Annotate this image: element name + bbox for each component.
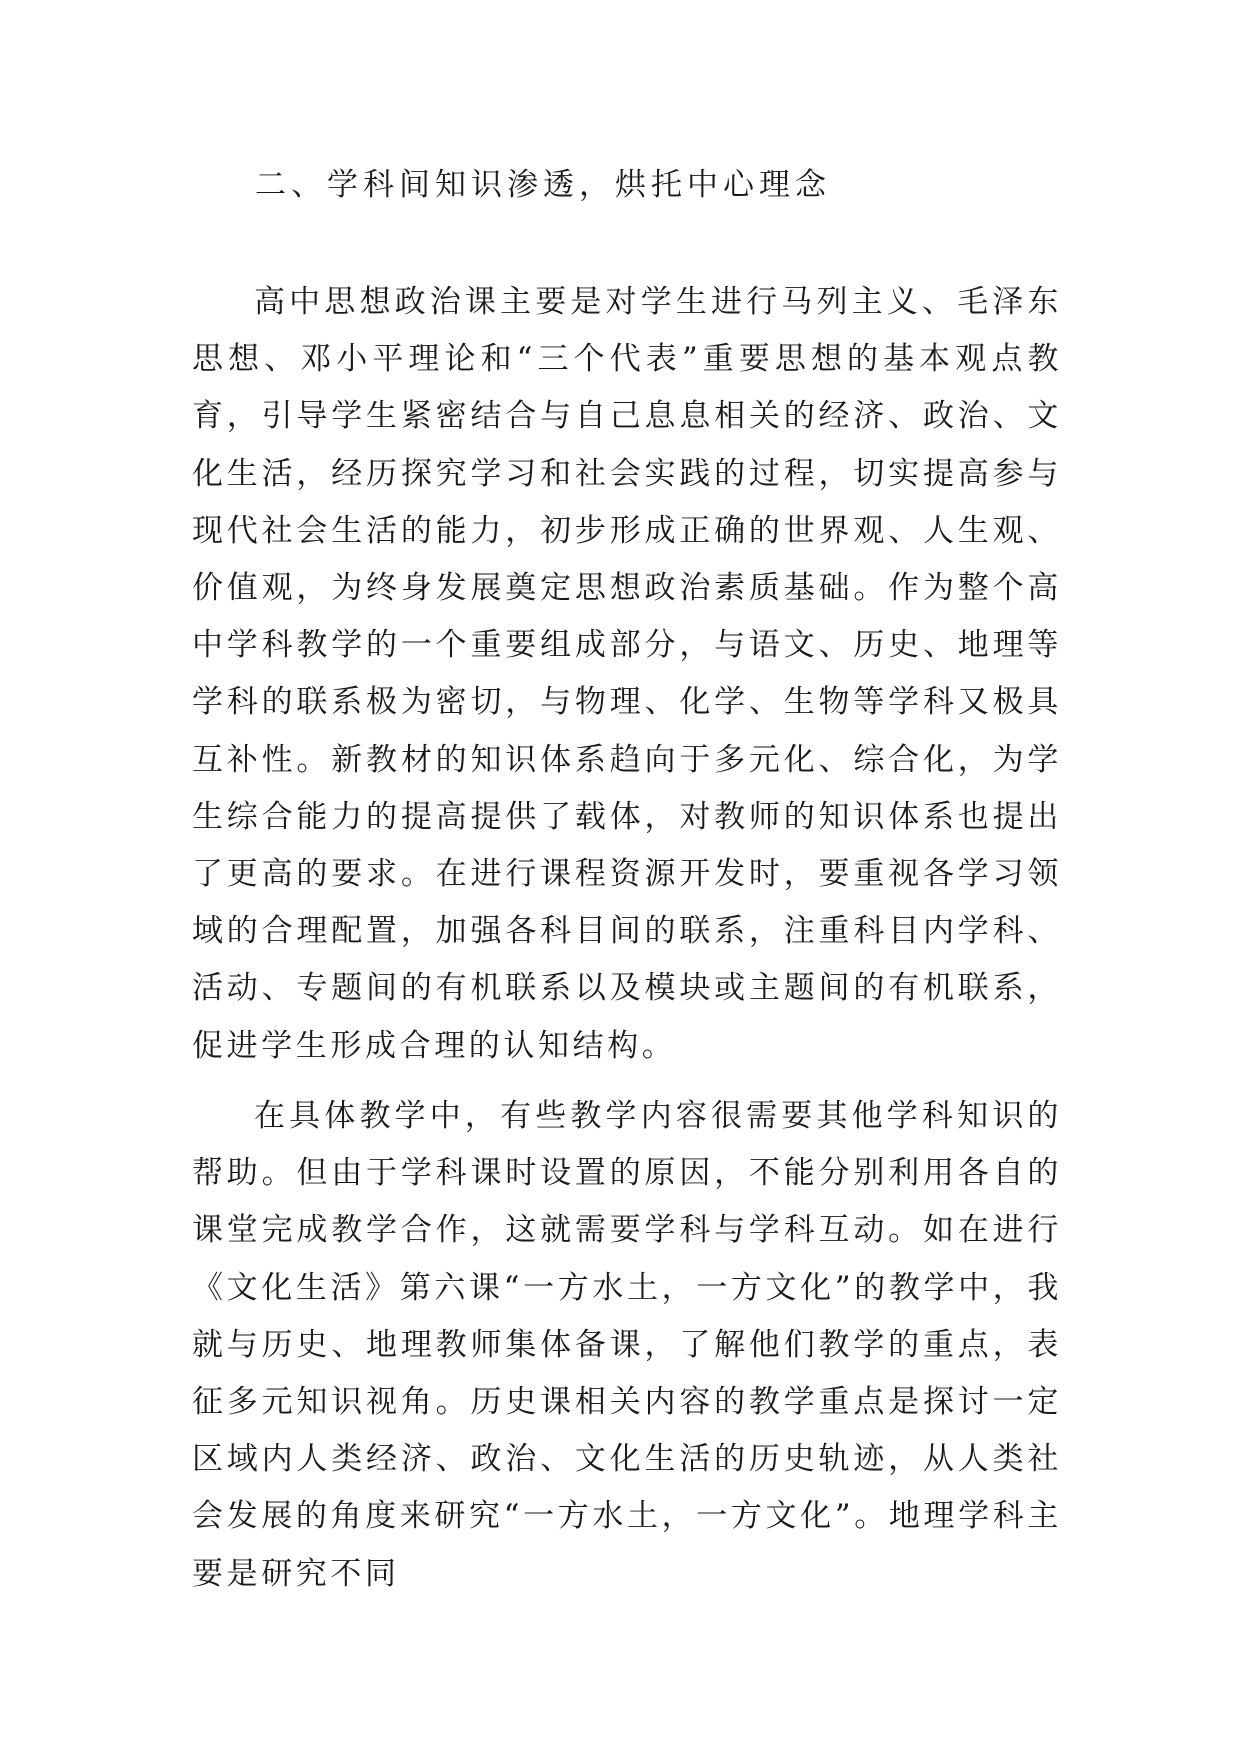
paragraph-2: 在具体教学中，有些教学内容很需要其他学科知识的帮助。但由于学科课时设置的原因，不能分别利用各自的课堂完成教学合作，这就需要学科与学科互动。如在进行《文化生活》第六课“一方水土，一方文化”的教学中，我就与历史、地理教师集体备课，了解他们教学的重点，表征多元知识视角。历史课相关内容的教学重点是探讨一定区域内人类经济、政治、文化生活的历史轨迹，从人类社会发展的角度来研究“一方水土，一方文化”。地理学科主要是研究不同 [192,1098,1062,1592]
section-heading: 二、学科间知识渗透，烘托中心理念 [255,167,831,203]
paragraph-1: 高中思想政治课主要是对学生进行马列主义、毛泽东思想、邓小平理论和“三个代表”重要思想的基本观点教育，引导学生紧密结合与自己息息相关的经济、政治、文化生活，经历探究学习和社会实践的过程，切实提高参与现代社会生活的能力，初步形成正确的世界观、人生观、价值观，为终身发展奠定思想政治素质基础。作为整个高中学科教学的一个重要组成部分，与语文、历史、地理等学科的联系极为密切，与物理、化学、生物等学科又极具互补性。新教材的知识体系趋向于多元化、综合化，为学生综合能力的提高提供了载体，对教师的知识体系也提出了更高的要求。在进行课程资源开发时，要重视各学习领域的合理配置，加强各科目间的联系，注重科目内学科、活动、专题间的有机联系以及模块或主题间的有机联系，促进学生形成合理的认知结构。 [192,284,1062,1064]
